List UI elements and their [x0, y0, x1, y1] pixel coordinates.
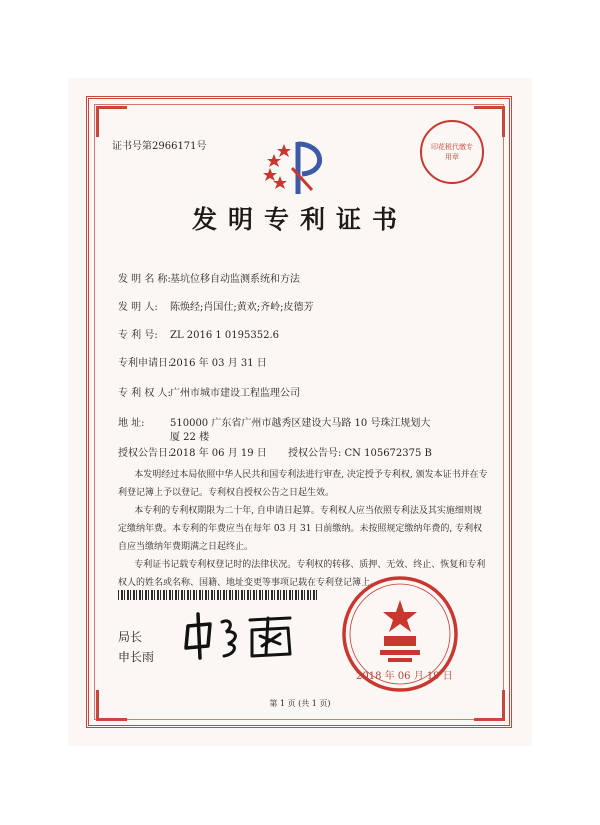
- signatory-name: 申长雨: [118, 650, 155, 664]
- field-invention-name: [118, 272, 300, 287]
- field-value: 2016 年 03 月 31 日: [170, 358, 267, 369]
- barcode: [118, 590, 318, 600]
- corner-ornament: [474, 106, 505, 137]
- field-label: 发 明 人:: [118, 302, 158, 313]
- corner-ornament: [96, 106, 127, 137]
- body-paragraph: 专利证书记载专利权登记时的法律状况。专利权的转移、质押、无效、终止、恢复和专利权人的姓名或名称、国籍、地址变更等事项记载在专利登记簿上。: [118, 560, 486, 588]
- field-value: 510000 广东省广州市越秀区建设大马路 10 号珠江规划大: [170, 418, 431, 429]
- field-value: 广州市城市建设工程监理公司: [170, 388, 300, 399]
- field-address: [118, 416, 430, 431]
- field-application-date: [118, 356, 267, 371]
- field-label: 授权公告日:: [118, 448, 172, 459]
- field-grant-date: [118, 446, 432, 461]
- patent-office-logo-icon: [262, 138, 334, 198]
- field-label: 专 利 号:: [118, 330, 158, 341]
- field-value: 2018 年 06 月 19 日: [170, 448, 267, 459]
- seal-date: 2018 年 06 月 19 日: [356, 671, 453, 682]
- field-inventors: [118, 300, 313, 315]
- field-address-cont: 厦 22 楼: [170, 432, 210, 443]
- field-value: 基坑位移自动监测系统和方法: [170, 274, 300, 285]
- grant-publication-number: 授权公告号: CN 105672375 B: [287, 448, 432, 459]
- page-footer: 第 1 页 (共 1 页): [269, 699, 331, 708]
- field-label: 地 址:: [118, 418, 145, 429]
- signatory-title: 局长: [118, 630, 143, 644]
- field-patentee: [118, 386, 300, 401]
- body-paragraph: 本专利的专利权期限为二十年, 自申请日起算。专利权人应当依照专利法及其实施细则规定缴纳年费。本专利的年费应当在每年 03 月 31 日前缴纳。未按照规定缴纳年费的, 专利权自应当缴纳年费期满之日起终止。: [118, 506, 483, 552]
- tax-stamp: [420, 120, 484, 184]
- field-patent-number: [118, 328, 279, 343]
- field-value: ZL 2016 1 0195352.6: [170, 330, 280, 341]
- body-paragraph: 本发明经过本局依照中华人民共和国专利法进行审查, 决定授予专利权, 颁发本证书并在专利登记簿上予以登记。专利权自授权公告之日起生效。: [118, 470, 488, 498]
- field-label: 专利申请日:: [118, 358, 172, 369]
- field-value: 陈焕经;肖国仕;黄欢;齐岭;皮德芳: [170, 302, 314, 313]
- tax-stamp-label: 印花税代缴专用章: [431, 143, 473, 161]
- handwritten-signature: [180, 608, 300, 664]
- field-label: 发 明 名 称:: [118, 274, 171, 285]
- certificate-number: 证书号第2966171号: [112, 141, 207, 152]
- certificate-title: 发明专利证书: [191, 205, 408, 234]
- field-label: 专 利 权 人:: [118, 388, 171, 399]
